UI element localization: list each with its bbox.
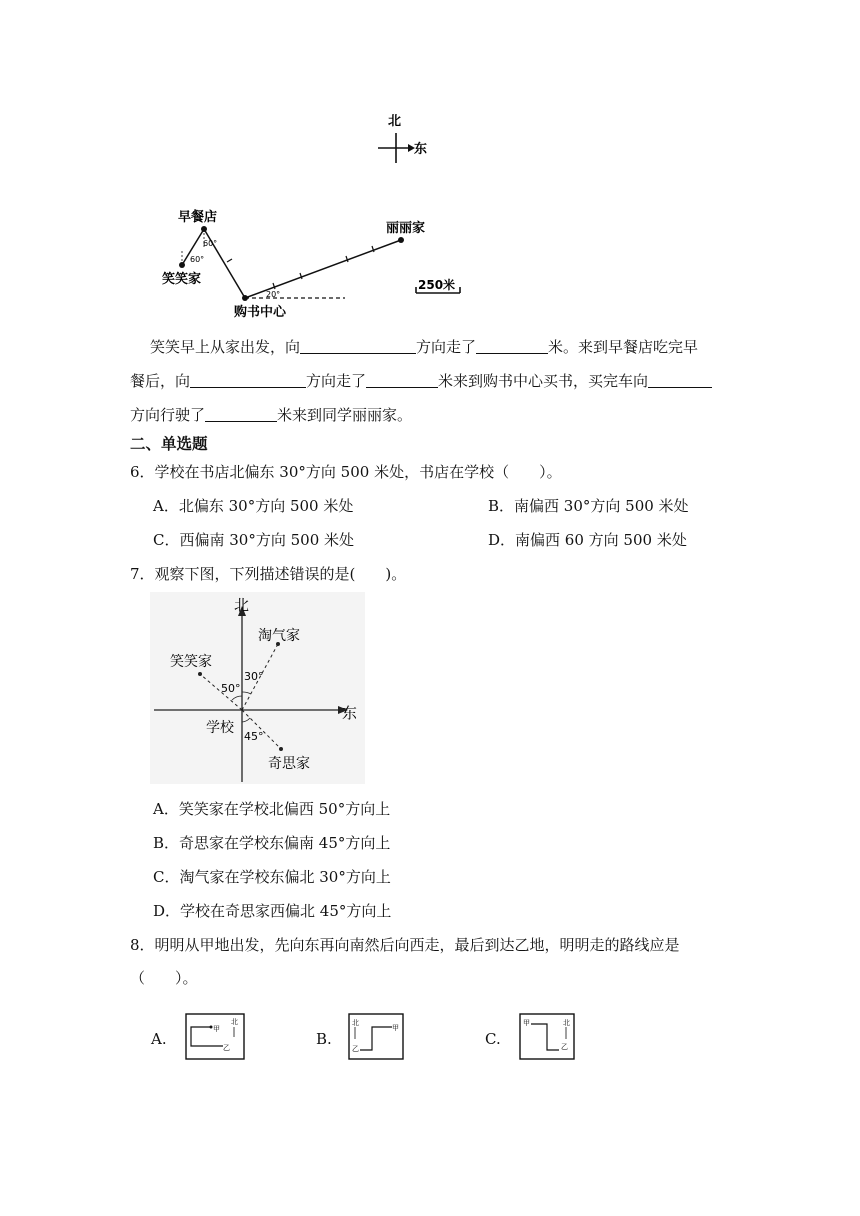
qisi-label: 奇思家 bbox=[268, 756, 310, 772]
diagram-north-label: 北 bbox=[234, 596, 250, 614]
route-map-figure bbox=[150, 105, 480, 325]
q6-option-b[interactable]: B．南偏西 30°方向 500 米处 bbox=[488, 497, 689, 515]
compass-north-label: 北 bbox=[388, 114, 402, 129]
q7-option-c[interactable]: C．淘气家在学校东偏北 30°方向上 bbox=[153, 868, 391, 886]
scale-label: 250米 bbox=[418, 278, 456, 292]
q7-option-d[interactable]: D．学校在奇思家西偏北 45°方向上 bbox=[153, 902, 392, 920]
lili-label: 丽丽家 bbox=[386, 221, 426, 236]
home-point bbox=[179, 262, 185, 268]
q5-blank-1[interactable] bbox=[300, 335, 416, 354]
direction-diagram bbox=[150, 592, 365, 784]
jia-label: 甲 bbox=[523, 1019, 530, 1027]
yi-label: 乙 bbox=[223, 1044, 230, 1052]
taoqi-label: 淘气家 bbox=[258, 628, 300, 644]
q5-line-2: 餐后，向 方向走了 米来到购书中心买书，买完车向 bbox=[130, 364, 750, 398]
q5-blank-3[interactable] bbox=[190, 369, 306, 388]
q8-option-b-route[interactable] bbox=[348, 1013, 404, 1060]
yi-label: 乙 bbox=[561, 1043, 568, 1051]
q5-blank-5[interactable] bbox=[648, 369, 712, 388]
q5-blank-4[interactable] bbox=[366, 369, 438, 388]
q6-option-a[interactable]: A．北偏东 30°方向 500 米处 bbox=[153, 497, 354, 515]
lili-point bbox=[398, 237, 404, 243]
bei-label: 北 bbox=[352, 1019, 359, 1027]
q5-line-1: 笑笑早上从家出发，向 方向走了 米。来到早餐店吃完早 bbox=[150, 330, 750, 364]
angle-45-label: 45° bbox=[244, 730, 264, 743]
angle-60b-label: 60° bbox=[203, 239, 218, 248]
q8-option-a-route[interactable] bbox=[185, 1013, 245, 1060]
q8-option-a-label[interactable]: A. bbox=[151, 1030, 167, 1048]
q6-option-d[interactable]: D．南偏西 60 方向 500 米处 bbox=[488, 531, 687, 549]
q8-stem-line2: （ ）。 bbox=[130, 969, 198, 987]
q8-option-b-label[interactable]: B. bbox=[316, 1030, 332, 1048]
yi-label: 乙 bbox=[352, 1045, 359, 1053]
compass-icon bbox=[378, 133, 415, 163]
q5-blank-2[interactable] bbox=[476, 335, 548, 354]
q7-option-a[interactable]: A．笑笑家在学校北偏西 50°方向上 bbox=[153, 800, 391, 818]
q5-line-3: 方向行驶了 米来到同学丽丽家。 bbox=[130, 398, 750, 432]
q8-stem-line1: 8．明明从甲地出发，先向东再向南然后向西走，最后到达乙地，明明走的路线应是 bbox=[130, 936, 680, 954]
bei-label: 北 bbox=[231, 1018, 238, 1026]
xiaoxiao-label: 笑笑家 bbox=[170, 654, 212, 670]
home-label: 笑笑家 bbox=[162, 272, 202, 287]
jia-label: 甲 bbox=[392, 1024, 399, 1032]
q6-stem: 6．学校在书店北偏东 30°方向 500 米处，书店在学校（ ）。 bbox=[130, 463, 562, 481]
bookstore-label: 购书中心 bbox=[234, 305, 287, 320]
breakfast-point bbox=[201, 226, 207, 232]
bei-label: 北 bbox=[563, 1019, 570, 1027]
compass-east-label: 东 bbox=[414, 142, 428, 157]
q6-option-c[interactable]: C．西偏南 30°方向 500 米处 bbox=[153, 531, 354, 549]
angle-60-label: 60° bbox=[190, 255, 205, 264]
q7-option-b[interactable]: B．奇思家在学校东偏南 45°方向上 bbox=[153, 834, 391, 852]
bookstore-point bbox=[242, 295, 248, 301]
section-heading: 二、单选题 bbox=[130, 435, 208, 453]
jia-label: 甲 bbox=[213, 1025, 220, 1033]
school-label: 学校 bbox=[206, 720, 234, 736]
q8-option-c-label[interactable]: C. bbox=[485, 1030, 501, 1048]
q8-option-c-route[interactable] bbox=[519, 1013, 575, 1060]
breakfast-label: 早餐店 bbox=[178, 210, 218, 225]
angle-20-label: 20° bbox=[266, 290, 281, 299]
q5-blank-6[interactable] bbox=[205, 403, 277, 422]
q7-stem: 7．观察下图，下列描述错误的是( )。 bbox=[130, 565, 407, 583]
angle-50-label: 50° bbox=[221, 682, 241, 695]
diagram-east-label: 东 bbox=[342, 704, 358, 722]
angle-30-label: 30° bbox=[244, 670, 264, 683]
